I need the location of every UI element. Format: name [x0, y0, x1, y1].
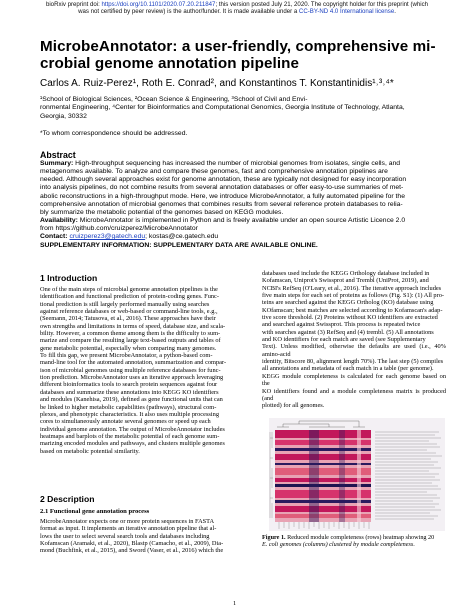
column-labels: [279, 522, 369, 529]
subsection-heading: 2.1 Functional gene annotation process: [40, 508, 150, 515]
correspondence-note: *To whom correspondence should be addressed.: [40, 130, 188, 137]
page-number: 1: [233, 600, 237, 607]
description-body: MicrobeAnnotator expects one or more protein sequences in FASTA format as input. It implements an iterative annotation pipeline that al- lows the user to select several search tools and databases including Kofamscan (Aramaki, et al., 2020), Blastp (Camacho, et al., 2009), Dia- mond (Buchfink, et al., 2015), and Sword (Vaser, et al., 2016) which the: [40, 518, 224, 555]
intro-heading: 1 Introduction: [40, 273, 98, 283]
row-dendrogram: [270, 432, 273, 518]
heatmap-graphic: [269, 418, 445, 531]
abstract-body: Summary: High-throughput sequencing has increased the number of microbial genomes from isolates, single cells, and metagenomes available. To analyze and compare these genomes, fast and comprehensive annotation pipelines are needed. Although several approaches exist for genome annotation, these are typically not designed for easy incorporation into analysis pipelines, do not combine results from several annotation databases or offer easy-to-use summaries of met- abolic reconstructions in a high-throughput mode. Here, we introduce MicrobeAnnotator, a fully automated pipeline for the comprehensive annotation of microbial genomes that combines results from several reference protein databases to relia- bly summarize the metabolic potential of the genomes based on KEGG modules. Availability: MicrobeAnnotator is implemented in Python and is freely available under an open source Artistic Licence 2.0 from https://github.com/cruizperez/MicrobeAnnotator Contact: cruizperez3@gatech.edu; kostas@ce.gatech.edu SUPPLEMENTARY INFORMATION: SUPPLEMENTARY DATA ARE AVAILABLE ONLINE.: [40, 160, 407, 249]
preprint-header: [6, 1, 468, 15]
header-line-1: bioRxiv preprint doi: https://doi.org/10.1101/2020.07.20.211847; this version posted July 21, 2020. The copyright holder for this preprint (which: [45, 1, 429, 8]
paper-title: MicrobeAnnotator: a user-friendly, comprehensive mi- crobial genome annotation pipeline: [40, 38, 436, 72]
column-dendrogram: [277, 421, 365, 427]
affiliations: ¹School of Biological Sciences, ²Ocean Science & Engineering, ³School of Civil and Envi- ronmental Engineering, ⁴Center for Bioinformatics and Computational Genomics, Georgia Institute of Technology, Atlanta, Georgia, 30332: [40, 96, 405, 120]
contact-email-link[interactable]: cruizperez3@gatech.edu: [69, 233, 146, 241]
author-list: Carlos A. Ruiz-Perez¹, Roth E. Conrad², and Konstantinos T. Konstantinidis¹˒³˒⁴*: [40, 78, 394, 89]
intro-body: One of the main steps of microbial genome annotation pipelines is the identification and functional prediction of protein-coding genes. Func- tional prediction is still largely performed manually using searches against reference databases or web-based or command-line tools, e.g., (Seemann, 2014; Tatusova, et al., 2016). These approaches have their own strengths and limitations in terms of speed, database size, and scala- bility. However, a common theme among them is the difficulty to sum- marize and compare the resulting large text-based outputs and tables of gene metabolic potential, especially when comparing many genomes. To fill this gap, we present MicrobeAnnotator, a python-based com- mand-line tool for the automated annotation, summarization and compar- ison of microbial genomes using multiple reference databases for func- tion prediction. MicrobeAnnotator uses an iterative approach leveraging different bioinformatics tools to search protein sequences against four databases and summarize these annotations into KEGG KO identifiers and modules (Kanehisa, 2019), defined as gene functional units that can be linked to higher metabolic capabilities (pathways), structural com- plexes, and phenotypic characteristics. It also uses multiple processing cores to simultaneously annotate several genomes or speed up each individual genome annotation. The output of MicrobeAnnotator includes heatmaps and barplots of the metabolic potential of each genome sum- marizing encoded modules and pathways, and clusters multiple genomes based on metabolic potential similarity.: [40, 286, 227, 455]
license-link[interactable]: CC-BY-ND 4.0 International license: [298, 8, 395, 16]
doi-link[interactable]: https://doi.org/10.1101/2020.07.20.211847: [101, 1, 216, 8]
figure-1-heatmap: [269, 418, 445, 531]
figure-1-caption: Figure 1. Reduced module completeness (rows) heatmap showing 20 E. coli genomes (columns) clustered by module completeness.: [262, 534, 435, 549]
row-labels: [375, 432, 442, 519]
header-line-2: was not certified by peer review) is the author/funder. It is made available under a CC-BY-ND 4.0 International license.: [78, 8, 396, 16]
right-column-body: databases used include the KEGG Orthology database included in Kofamscan, Uniprot's Swissprot and Trembl (UniProt, 2019), and NCBI's RefSeq (O'Leary, et al., 2016). The iterative approach includes five main steps for each set of proteins as follows (Fig. S1): (1) All pro- teins are searched against the KEGG Ortholog (KO) database using KOfamscan; best matches are selected according to Kofamscan's adap- tive score threshold. (2) Proteins without KO identifiers are extracted and searched against Swissprot. This process is repeated twice with searches against (3) RefSeq and (4) trembl. (5) All annotations and KO identifiers for each match are saved (see Supplementary Text). Unless modified, otherwise the defaults are used (i.e., 40% amino-acid identity, Bitscore 80, alignment length 70%). The last step (5) compiles all annotations and metadata of each match in a table (per genome). KEGG module completeness is calculated for each genome based on the KO identifiers found and a module completeness matrix is produced (and plotted) for all genomes.: [262, 270, 446, 410]
description-heading: 2 Description: [40, 494, 95, 504]
abstract-heading: Abstract: [40, 150, 76, 160]
